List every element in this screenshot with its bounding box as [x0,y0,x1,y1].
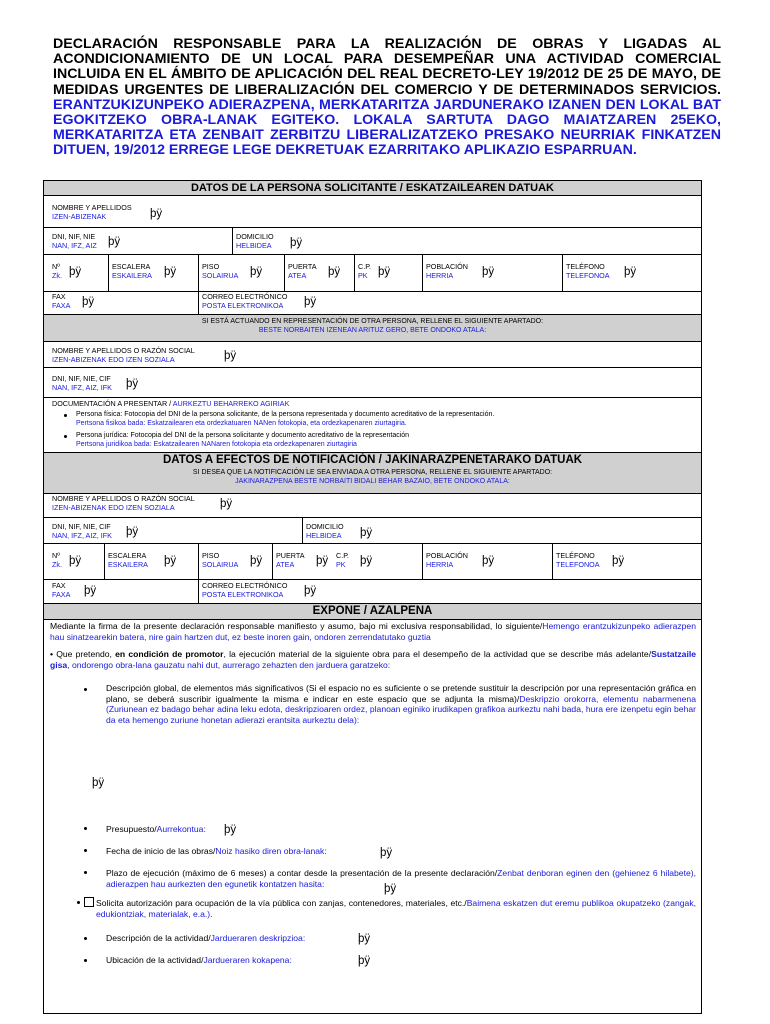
escalera-label: ESCALERA ESKAILERA [112,262,152,280]
rep-nombre-label: NOMBRE Y APELLIDOS O RAZÓN SOCIAL IZEN-ABIZENAK EDO IZEN SOZIALA [52,346,195,364]
fax-field[interactable]: þÿ [82,296,95,308]
notif-nombre-field[interactable]: þÿ [220,498,233,510]
fax-label: FAX FAXA [52,292,71,310]
rep-nombre-field[interactable]: þÿ [224,350,237,362]
correo-field[interactable]: þÿ [304,296,317,308]
descripcion-global: Descripción global, de elementos más significativos (Si el espacio no es suficiente o se pretende sustituir la descripción por una representación gráfica en plano, se deberá suscribir igualmente la misma e indicar en este espacio que se adjunta la misma)/Deskripzio orokorra, elementu nabarmenena (Zuriunean ez badago behar adina leku edota, deskripzioaren ordez, planoan eginiko irudikapen grafikoa aurkeztu nahi bada, hura ere izenpetu egin behar da eta hemengo zuriune honetan adierazi erantsita aurkeztu dela): [106,683,696,725]
notif-piso-field[interactable]: þÿ [250,555,263,567]
notif-domicilio-field[interactable]: þÿ [360,527,373,539]
section-header-expone: EXPONE / AZALPENA [44,603,701,620]
notif-cp-label: C.P. PK [336,551,350,569]
notif-escalera-label: ESCALERA ESKAILERA [108,551,148,569]
piso-label: PISO SOLAIRUA [202,262,239,280]
notif-telefono-label: TELÉFONO TELEFONOA [556,551,600,569]
dni-label: DNI, NIF, NIE NAN, IFZ, AIZ [52,232,97,250]
ubicacion-actividad-label: Ubicación de la actividad/Jardueraren kokapena: [106,955,292,965]
notif-poblacion-field[interactable]: þÿ [482,555,495,567]
fecha-inicio-field[interactable]: þÿ [380,847,393,859]
notif-puerta-field[interactable]: þÿ [316,555,329,567]
expone-promotor: • Que pretendo, en condición de promotor, la ejecución material de la siguiente obra para el desempeño de la actividad que se describe más adelante/Sustatzaile gisa, ondorengo obra-lana gauzatu nahi dut, aurrerago zehazten den jarduera garatzeko: [50,649,697,670]
piso-field[interactable]: þÿ [250,266,263,278]
notif-dni-label: DNI, NIF, NIE, CIF NAN, IFZ, AIZ, IFK [52,522,112,540]
rep-dni-label: DNI, NIF, NIE, CIF NAN, IFZ, AIZ, IFK [52,374,112,392]
notif-telefono-field[interactable]: þÿ [612,555,625,567]
dni-field[interactable]: þÿ [108,236,121,248]
notif-fax-field[interactable]: þÿ [84,585,97,597]
descripcion-actividad-label: Descripción de la actividad/Jardueraren deskripzioa: [106,933,306,943]
nombre-field[interactable]: þÿ [150,208,163,220]
puerta-field[interactable]: þÿ [328,266,341,278]
domicilio-label: DOMICILIO HELBIDEA [236,232,274,250]
expone-intro: Mediante la firma de la presente declaración responsable manifiesto y asumo, bajo mi exclusiva responsabilidad, lo siguiente/Hemengo erantzukizunpeko adierazpen hau sinatzearekin batera, nire gain hartzen dut, ez beste inoren gain, ondoren zerrendatutako guztia [50,621,696,642]
plazo-field[interactable]: þÿ [384,883,397,895]
notif-fax-label: FAX FAXA [52,581,71,599]
presupuesto-field[interactable]: þÿ [224,824,237,836]
notif-numero-field[interactable]: þÿ [69,555,82,567]
documentacion-label: DOCUMENTACIÓN A PRESENTAR / AURKEZTU BEHARREKO AGIRIAK [52,399,290,408]
section-header-solicitante: DATOS DE LA PERSONA SOLICITANTE / ESKATZAILEAREN DATUAK [44,181,701,196]
notif-poblacion-label: POBLACIÓN HERRIA [426,551,468,569]
correo-label: CORREO ELECTRÓNICO POSTA ELEKTRONIKOA [202,292,288,310]
representacion-note: SI ESTÁ ACTUANDO EN REPRESENTACIÓN DE OTRA PERSONA, RELLENE EL SIGUIENTE APARTADO: BESTE NORBAITEN IZENEAN ARITUZ GERO, BETE ONDOKO ATALA: [44,314,701,342]
notif-correo-label: CORREO ELECTRÓNICO POSTA ELEKTRONIKOA [202,581,288,599]
descripcion-actividad-field[interactable]: þÿ [358,933,371,945]
doc-persona-juridica: Persona jurídica: Fotocopia del DNI de la persona solicitante y documento acreditativo de la representación Pertsona juridikoa bada: Eskatzailearen NANaren fotokopia eta ordezkapenaren ziurtagiria [76,432,410,448]
notif-cp-field[interactable]: þÿ [360,555,373,567]
cp-label: C.P. PK [358,262,372,280]
escalera-field[interactable]: þÿ [164,266,177,278]
declaration-form [43,180,702,1014]
telefono-label: TELÉFONO TELEFONOA [566,262,610,280]
domicilio-field[interactable]: þÿ [290,237,303,249]
rep-dni-field[interactable]: þÿ [126,378,139,390]
numero-label: Nº Zk. [52,262,62,280]
doc-persona-fisica: Persona física: Fotocopia del DNI de la persona solicitante, de la persona representada y documento acreditativo de la representación. Pertsona fisikoa bada: Eskatzailearen eta ordezkatuaren NANen fotokopia, eta ordezkapenaren ziurtagiria. [76,411,495,427]
section-header-notificacion: DATOS A EFECTOS DE NOTIFICACIÓN / JAKINARAZPENETARAKO DATUAK SI DESEA QUE LA NOTIFICACIÓN LE SEA ENVIADA A OTRA PERSONA, RELLENE EL SIGUIENTE APARTADO: JAKINARAZPENA BESTE NORBAITI BIDALI BEHAR BAZAIO, BETE ONDOKO ATALA: [44,452,701,494]
poblacion-label: POBLACIÓN HERRIA [426,262,468,280]
plazo-label: Plazo de ejecución (máximo de 6 meses) a contar desde la presentación de la presente declaración/Zenbat denboran eginen den (gehienez 6 hilabete), adierazpen hau aurkezten den egunetik kontatzen hasita: [106,868,697,889]
ubicacion-actividad-field[interactable]: þÿ [358,955,371,967]
telefono-field[interactable]: þÿ [624,266,637,278]
solicita-ocupacion-label: Solicita autorización para ocupación de la vía pública con zanjas, contenedores, materiales, etc./Baimena eskatzen dut eremu publikoa okupatzeko (zangak, edukiontziak, materialak, e.a.). [96,898,697,919]
document-title [53,37,721,159]
numero-field[interactable]: þÿ [69,266,82,278]
notif-nombre-label: NOMBRE Y APELLIDOS O RAZÓN SOCIAL IZEN-ABIZENAK EDO IZEN SOZIALA [52,494,195,512]
presupuesto-label: Presupuesto/Aurrekontua: [106,824,206,834]
nombre-label: NOMBRE Y APELLIDOS IZEN-ABIZENAK [52,203,132,221]
notif-domicilio-label: DOMICILIO HELBIDEA [306,522,344,540]
notif-correo-field[interactable]: þÿ [304,585,317,597]
poblacion-field[interactable]: þÿ [482,266,495,278]
notif-numero-label: Nº Zk. [52,551,62,569]
notif-piso-label: PISO SOLAIRUA [202,551,239,569]
notif-puerta-label: PUERTA ATEA [276,551,305,569]
cp-field[interactable]: þÿ [378,266,391,278]
notif-dni-field[interactable]: þÿ [126,526,139,538]
notif-escalera-field[interactable]: þÿ [164,555,177,567]
solicita-ocupacion-checkbox[interactable] [84,897,94,907]
descripcion-global-field[interactable]: þÿ [92,777,105,789]
puerta-label: PUERTA ATEA [288,262,317,280]
title-basque: ERANTZUKIZUNPEKO ADIERAZPENA, MERKATARITZA JARDUNERAKO IZANEN DEN LOKAL BAT EGOKITZEKO OBRA-LANAK EGITEKO. LOKALA SARTUTA DAGO MAIATZAREN 25EKO, MERKATARITZA ETA ZENBAIT ZERBITZU LIBERALIZATZEKO PRESAKO NEURRIAK FINKATZEN DITUEN, 19/2012 ERREGE LEGE DEKRETUAK EZARRITAKO APLIKAZIO ESPARRUAN. [53,96,721,159]
title-spanish: DECLARACIÓN RESPONSABLE PARA LA REALIZACIÓN DE OBRAS Y LIGADAS AL ACONDICIONAMIENTO DE UN LOCAL PARA DESEMPEÑAR UNA ACTIVIDAD COMERCIAL INCLUIDA EN EL ÁMBITO DE APLICACIÓN DEL REAL DECRETO-LEY 19/2012 DE 25 DE MAYO, DE MEDIDAS URGENTES DE LIBERALIZACIÓN DEL COMERCIO Y DE DETERMINADOS SERVICIOS. [53,36,721,98]
fecha-inicio-label: Fecha de inicio de las obras/Noiz hasiko diren obra-lanak: [106,846,327,856]
